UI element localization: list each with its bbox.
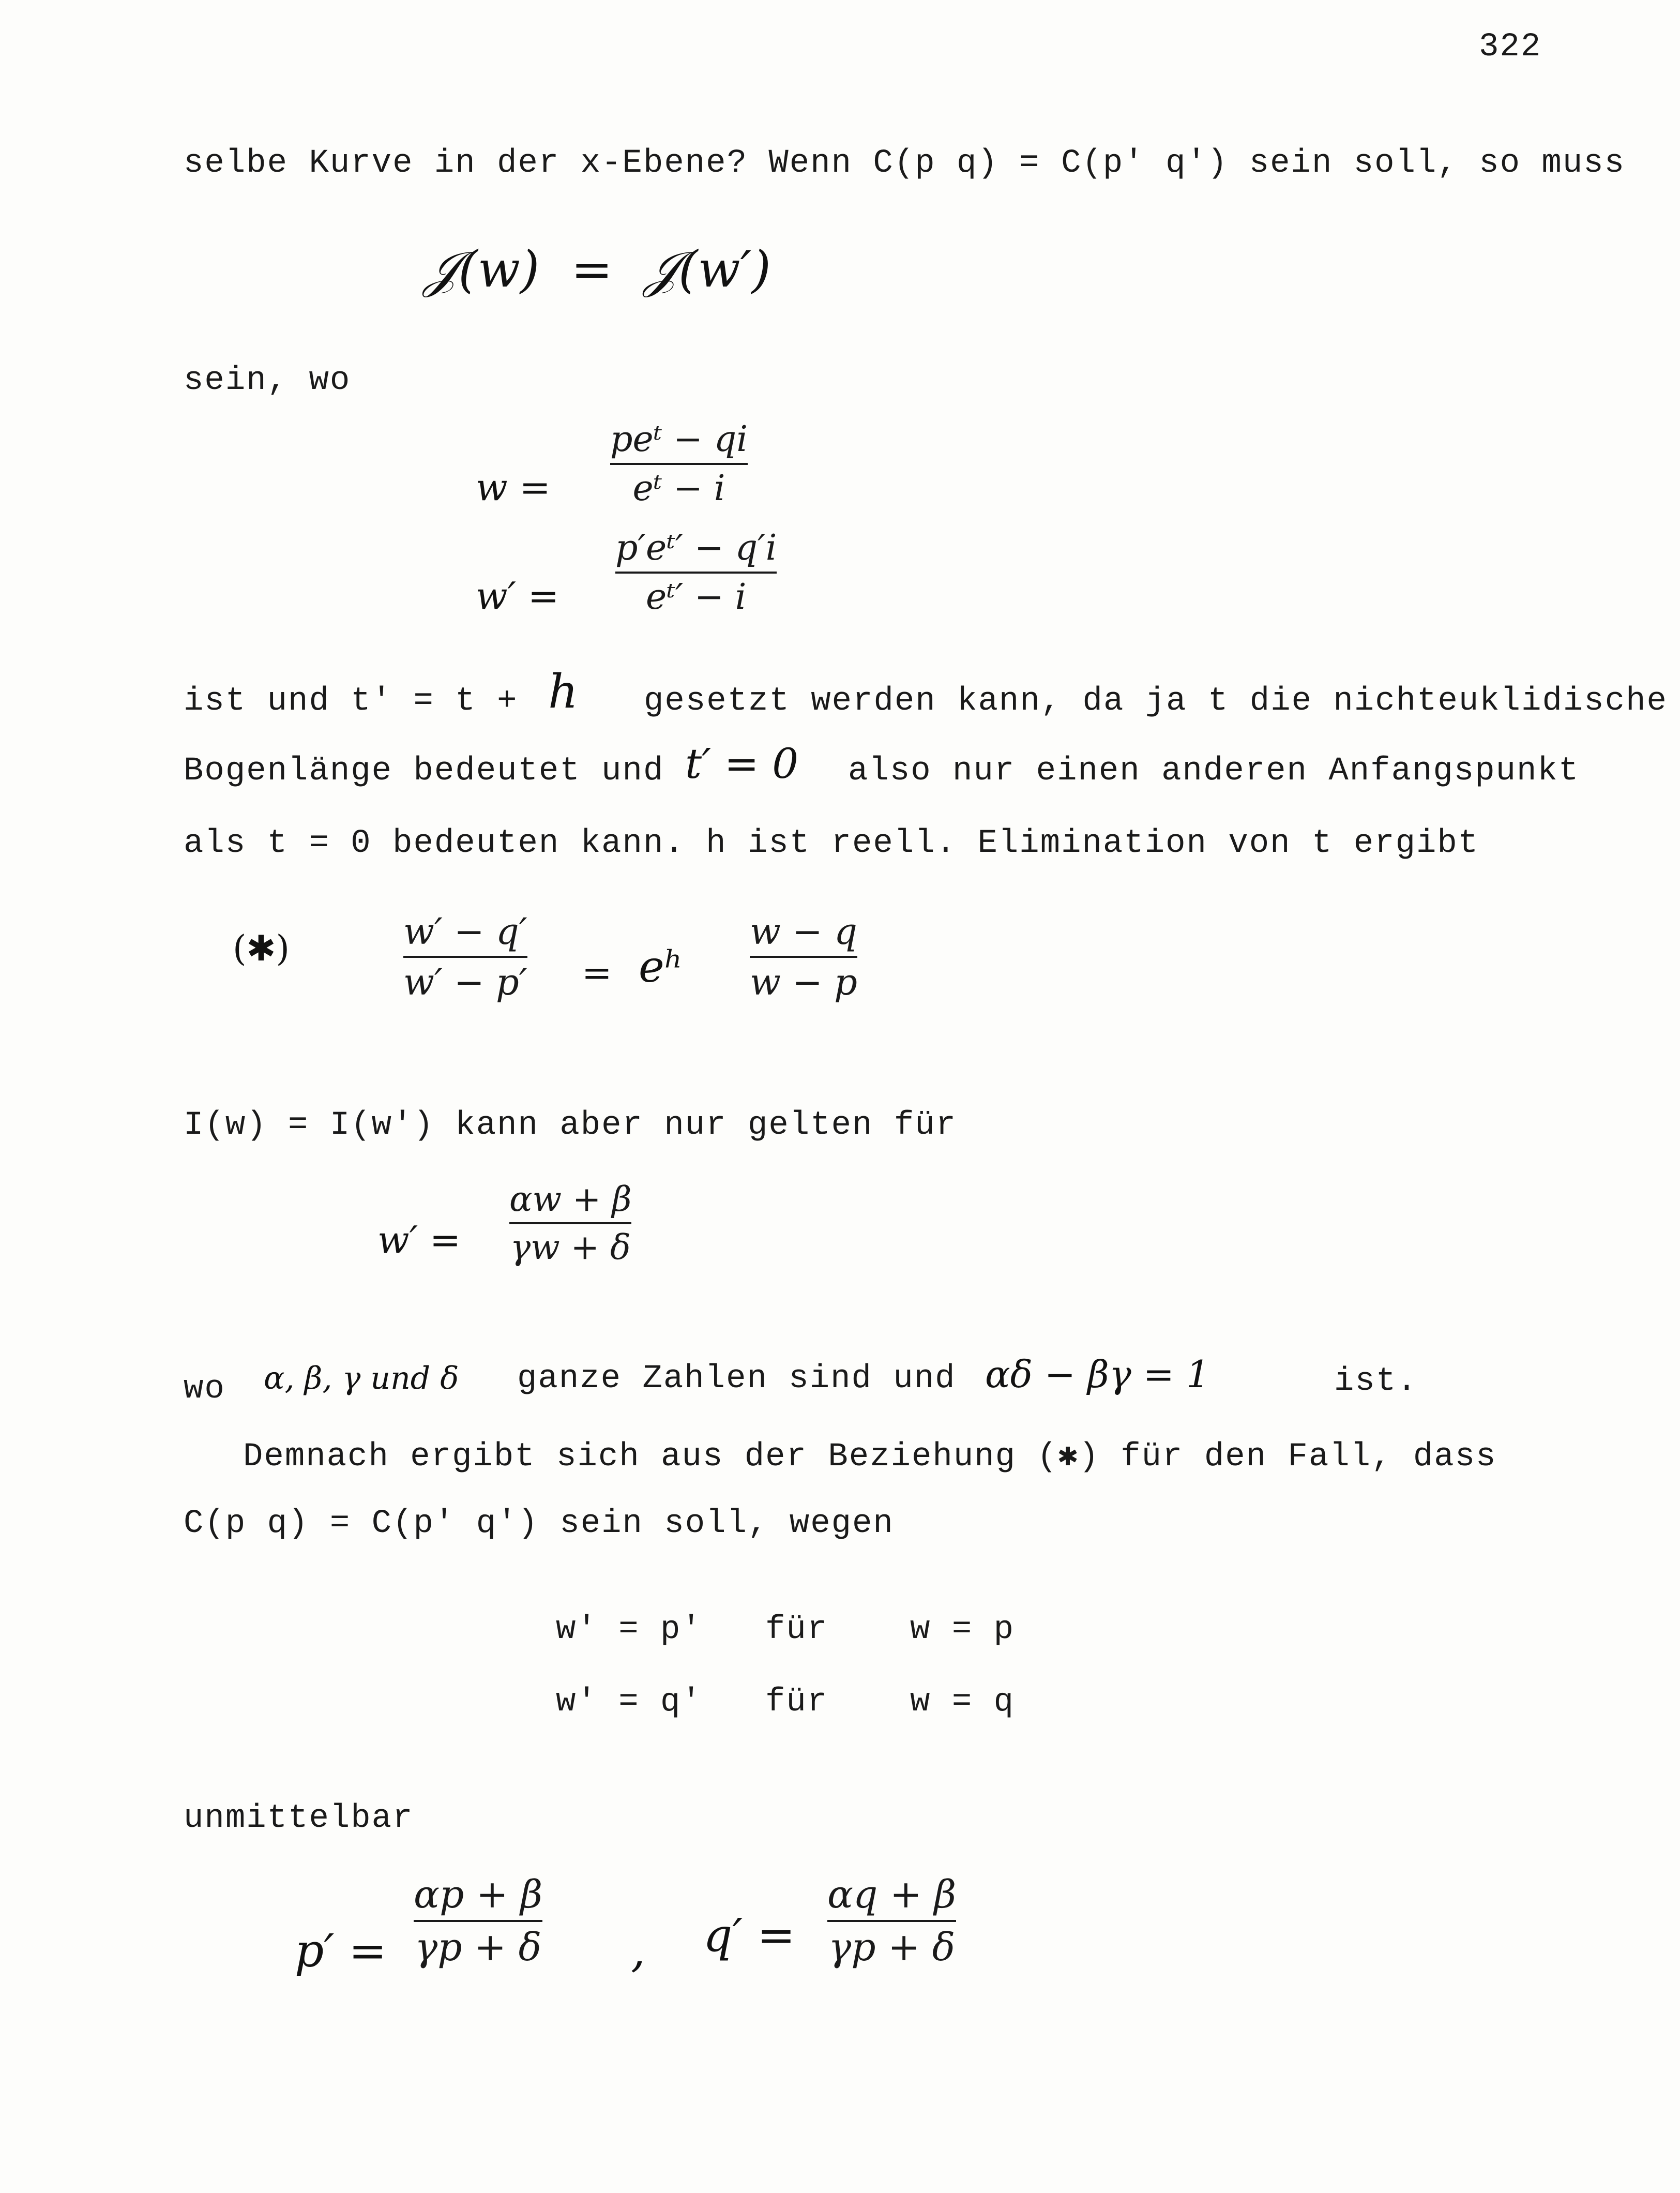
text-line-4a: Bogenlänge bedeutet und [184, 753, 664, 790]
handwritten-w-prime-label: w′ = [476, 574, 559, 618]
text-line-7a: wo [184, 1371, 225, 1408]
fraction-bar [403, 956, 527, 958]
case-row-2-rhs: w = q [910, 1684, 1015, 1721]
fraction-bar [750, 956, 857, 958]
p-prime-numerator: αp + β [414, 1872, 543, 1917]
mobius-fraction [509, 1179, 631, 1267]
w-denominator: eᵗ − i [632, 468, 725, 509]
p-prime-denominator: γp + δ [414, 1925, 542, 1970]
handwritten-greek-list: α, β, γ und δ [264, 1360, 459, 1396]
handwritten-t-prime-zero: t′ = 0 [685, 740, 799, 788]
case-row-2-lhs: w′ = q′ [556, 1684, 702, 1721]
mobius-denominator: γw + δ [510, 1227, 631, 1267]
q-prime-lhs: q′ = [703, 1909, 796, 1962]
star-equation-label: (✱) [233, 928, 290, 969]
q-prime-denominator: γp + δ [828, 1925, 956, 1970]
q-prime-fraction [827, 1872, 956, 1970]
text-line-9: C(p q) = C(p′ q′) sein soll, wegen [184, 1505, 894, 1542]
handwritten-w-label: w = [476, 465, 551, 509]
handwritten-w-fraction [610, 419, 748, 509]
text-line-8: Demnach ergibt sich aus der Beziehung (✱) für den Fall, dass [243, 1438, 1497, 1476]
p-prime-fraction [414, 1872, 542, 1970]
w-prime-numerator: p′eᵗ′ − q′i [615, 528, 777, 568]
text-line-2: sein, wo [184, 362, 351, 399]
handwritten-w-prime-fraction [615, 528, 777, 618]
case-row-1-word: für [765, 1611, 828, 1648]
star-lhs-numerator: w′ − q′ [403, 910, 527, 953]
text-line-6: I(w) = I(w′) kann aber nur gelten für [184, 1107, 957, 1144]
star-rhs-fraction [750, 910, 857, 1003]
w-numerator: peᵗ − qi [610, 419, 748, 460]
star-rhs-denominator: w − p [750, 961, 857, 1003]
equation-comma: , [631, 1924, 645, 1977]
mobius-numerator: αw + β [509, 1179, 632, 1219]
fraction-bar [827, 1920, 956, 1922]
p-prime-lhs: p′ = [295, 1924, 387, 1977]
text-line-1: selbe Kurve in der x-Ebene? Wenn C(p q) = C(p′ q′) sein soll, so muss [184, 145, 1626, 182]
text-line-7b: ganze Zahlen sind und [517, 1360, 956, 1398]
q-prime-numerator: αq + β [827, 1872, 957, 1917]
star-lhs-denominator: w′ − p′ [403, 961, 527, 1003]
star-rhs-numerator: w − q [750, 910, 857, 953]
handwritten-equation-invariant: 𝒥(w) = 𝒥(w′) [424, 241, 771, 298]
star-exponential: eʰ [639, 941, 684, 992]
fraction-bar [610, 463, 748, 465]
star-lhs-fraction [403, 910, 527, 1003]
w-prime-denominator: eᵗ′ − i [645, 577, 747, 618]
text-line-3a: ist und t′ = t + [184, 683, 518, 720]
handwritten-h: h [548, 665, 578, 719]
case-row-1-rhs: w = p [910, 1611, 1015, 1648]
text-line-5: als t = 0 bedeuten kann. h ist reell. Elimination von t ergibt [184, 825, 1479, 862]
fraction-bar [509, 1222, 631, 1224]
text-line-7c: ist. [1334, 1363, 1418, 1400]
fraction-bar [414, 1920, 542, 1922]
fraction-bar [615, 572, 777, 574]
mobius-lhs: w′ = [377, 1218, 461, 1261]
text-line-3b: gesetzt werden kann, da ja t die nichteuklidische [644, 683, 1668, 720]
case-row-1-lhs: w′ = p′ [556, 1611, 702, 1648]
text-line-10: unmittelbar [184, 1800, 414, 1837]
handwritten-determinant-condition: αδ − βγ = 1 [985, 1353, 1210, 1396]
text-line-4b: also nur einen anderen Anfangspunkt [848, 753, 1580, 790]
star-equals: = [582, 952, 612, 994]
case-row-2-word: für [765, 1684, 828, 1721]
page-number: 322 [1479, 28, 1542, 66]
